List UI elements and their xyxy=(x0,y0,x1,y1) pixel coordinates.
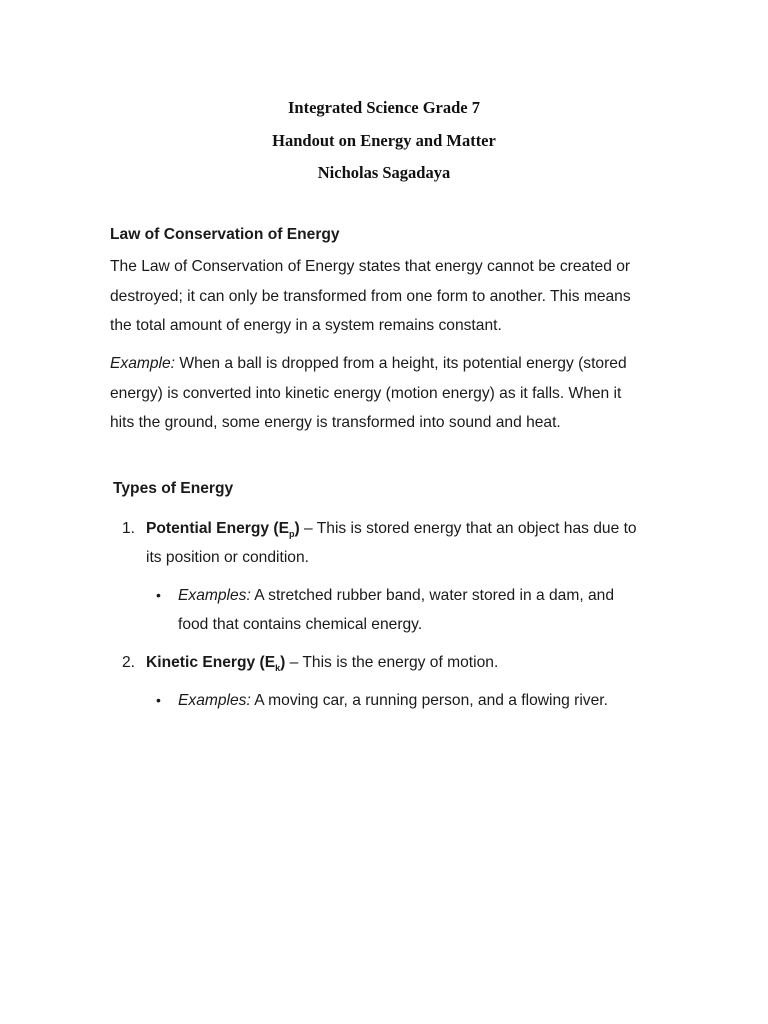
examples-text: A moving car, a running person, and a flowing river. xyxy=(250,692,608,709)
term-label xyxy=(146,654,286,674)
examples-label: Examples: xyxy=(178,692,251,709)
example-line: energy) is converted into kinetic energy (motion energy) as it falls. When it xyxy=(110,384,622,402)
bullet-examples-potential xyxy=(156,581,676,639)
bullet-icon: • xyxy=(156,587,161,603)
term-description: – This is the energy of motion. xyxy=(285,654,499,671)
term-description-cont: its position or condition. xyxy=(146,549,309,566)
conservation-paragraph xyxy=(110,252,670,341)
paragraph-line: the total amount of energy in a system remains constant. xyxy=(110,317,502,334)
types-heading: Types of Energy xyxy=(113,480,234,497)
handout-title: Handout on Energy and Matter xyxy=(272,130,496,150)
term-subscript: p xyxy=(288,529,295,540)
examples-text: A stretched rubber band, water stored in a dam, and xyxy=(250,587,615,604)
example-label: Example: xyxy=(110,355,176,372)
examples-text-cont: food that contains chemical energy. xyxy=(178,616,423,633)
course-title: Integrated Science Grade 7 xyxy=(288,98,480,117)
example-line: hits the ground, some energy is transformed into sound and heat. xyxy=(110,414,561,431)
term-close: ) xyxy=(294,520,300,537)
list-number: 2. xyxy=(122,654,136,671)
term-text: Potential Energy (E xyxy=(146,520,289,537)
list-number: 1. xyxy=(122,520,136,537)
example-text: When a ball is dropped from a height, its potential energy (stored xyxy=(175,355,627,372)
term-close: ) xyxy=(280,654,286,671)
bullet-examples-kinetic xyxy=(156,686,676,715)
term-subscript: k xyxy=(275,663,281,674)
document-header xyxy=(0,92,768,190)
paragraph-line: The Law of Conservation of Energy states that energy cannot be created or xyxy=(110,258,631,275)
list-item-kinetic-energy xyxy=(122,648,682,677)
term-label xyxy=(146,520,300,540)
bullet-icon: • xyxy=(156,692,161,708)
conservation-heading: Law of Conservation of Energy xyxy=(110,226,340,243)
author-name: Nicholas Sagadaya xyxy=(317,163,451,182)
list-item-potential-energy xyxy=(122,514,682,572)
examples-label: Examples: xyxy=(178,587,251,604)
conservation-example xyxy=(110,349,670,438)
term-text: Kinetic Energy (E xyxy=(146,654,276,671)
term-description: – This is stored energy that an object has due to xyxy=(299,520,637,537)
paragraph-line: destroyed; it can only be transformed from one form to another. This means xyxy=(110,287,631,305)
example-line xyxy=(110,349,670,379)
